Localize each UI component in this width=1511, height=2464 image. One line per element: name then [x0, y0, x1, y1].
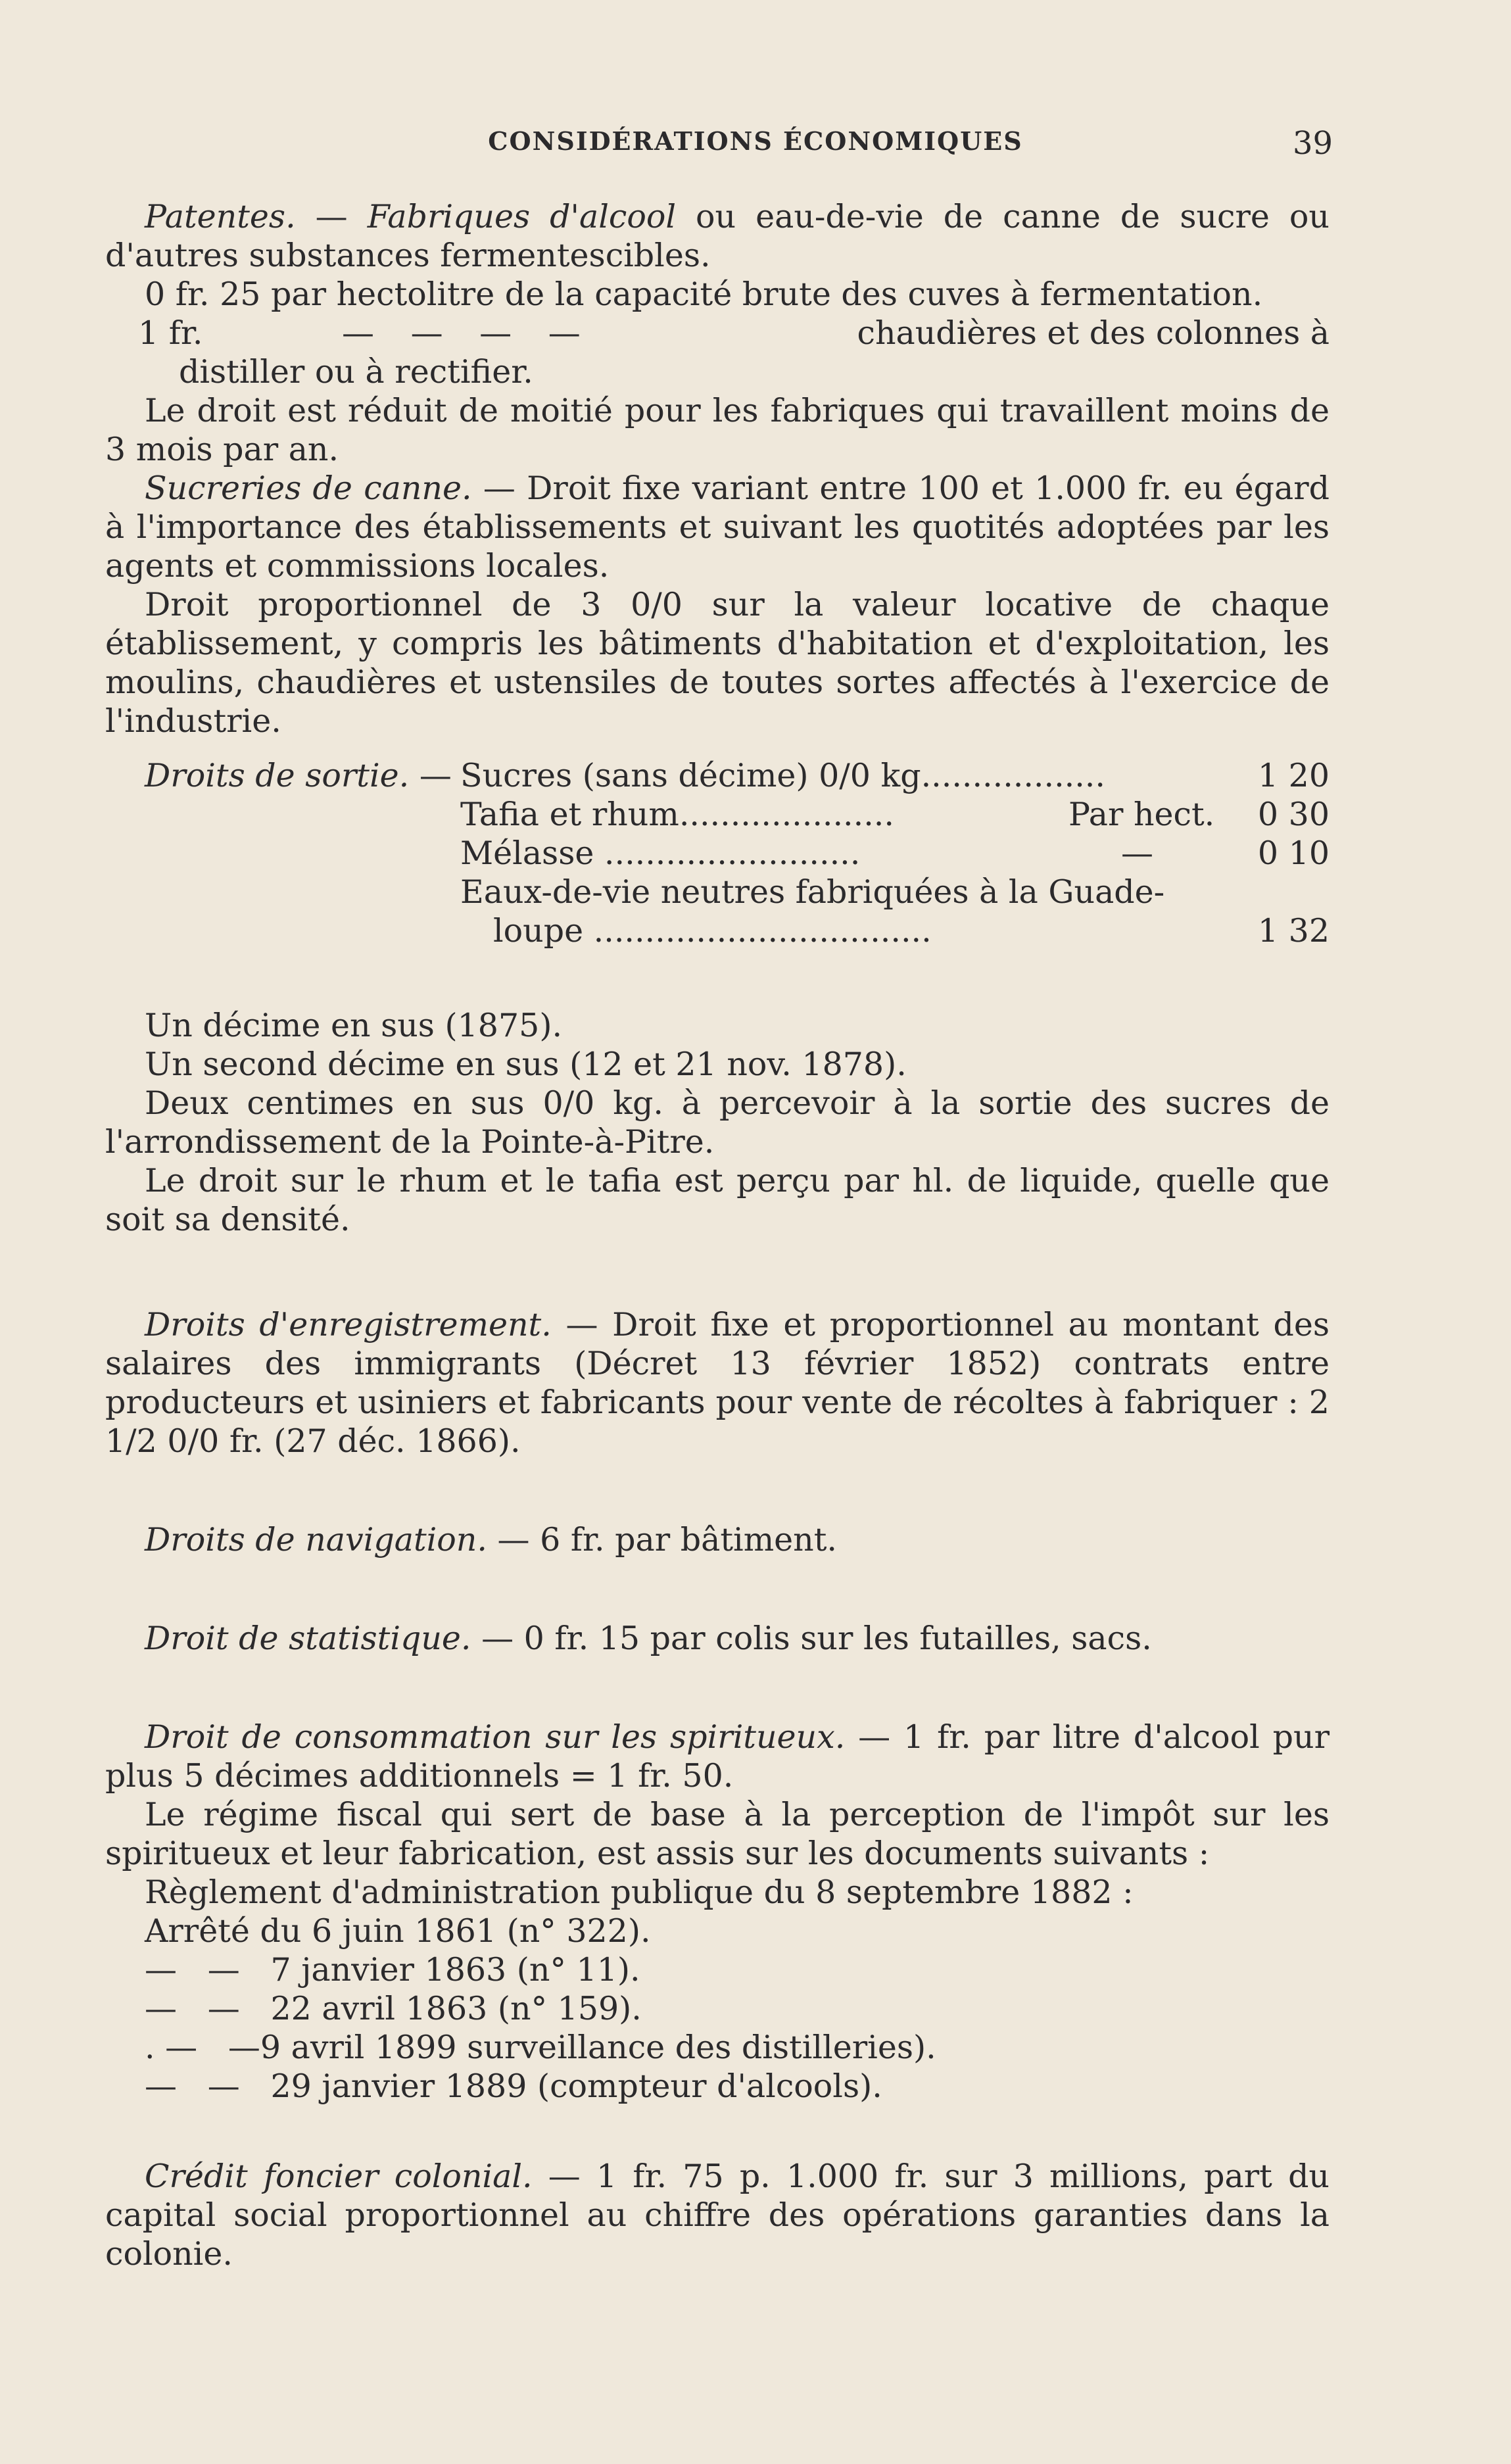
sortie-row: Droits de sortie. — Sucres (sans décime) 0/0 kg.................. 1 20 — [145, 757, 1330, 794]
document-line: . — —9 avril 1899 surveillance des distilleries). — [145, 2029, 936, 2066]
patentes-paragraph: Patentes. — Fabriques d'alcool ou eau-de-vie de canne de sucre ou d'autres substances fermentescibles. — [105, 198, 1330, 274]
sortie-row: Tafia et rhum..................... Par hect. 0 30 — [460, 796, 1330, 833]
proportionnel-paragraph: Droit proportionnel de 3 0/0 sur la valeur locative de chaque établissement, y compris les bâtiments d'habitation et d'exploitation, les moulins, chaudières et ustensiles de toutes sortes affectés à l'exercice de l'industrie. — [105, 586, 1330, 740]
rate-line-2-cont: distiller ou à rectifier. — [179, 353, 533, 391]
sortie-row: Eaux-de-vie neutres fabriquées à la Guade- — [460, 873, 1165, 911]
credit-label: Crédit foncier colonial. — [145, 2158, 533, 2195]
rate-line-2: 1 fr. — — — — chaudières et des colonnes à — [138, 314, 1330, 352]
document-line: — — 22 avril 1863 (n° 159). — [145, 1990, 642, 2027]
section-droits-sortie — [105, 756, 1330, 950]
decime-line: Un second décime en sus (12 et 21 nov. 1878). — [145, 1046, 907, 1083]
decime-line: Deux centimes en sus 0/0 kg. à percevoir à la sortie des sucres de l'arrondissement de la Pointe-à-Pitre. — [105, 1084, 1330, 1161]
sortie-row: loupe ................................. 1 32 — [493, 912, 1330, 950]
reduction-line: Le droit est réduit de moitié pour les fabriques qui travaillent moins de 3 mois par an. — [105, 392, 1330, 468]
running-header: CONSIDÉRATIONS ÉCONOMIQUES — [488, 126, 1023, 156]
sortie-label: Droits de sortie. — [145, 757, 410, 794]
enregistrement-label: Droits d'enregistrement. — [145, 1306, 552, 1343]
fabriques-label: Fabriques d'alcool — [367, 198, 676, 235]
section-decimes — [105, 1006, 1330, 1239]
page-number: 39 — [1293, 125, 1333, 162]
patentes-label: Patentes. — [145, 198, 296, 235]
sortie-row: Mélasse ......................... — 0 10 — [460, 834, 1330, 872]
sucreries-label: Sucreries de canne. — [145, 470, 472, 507]
section-patentes — [105, 197, 1330, 740]
section-statistique: Droit de statistique. — 0 fr. 15 par colis sur les futailles, sacs. — [145, 1620, 1152, 1657]
section-navigation: Droits de navigation. — 6 fr. par bâtiment. — [145, 1521, 837, 1558]
consommation-label: Droit de consommation sur les spiritueux. — [145, 1718, 846, 1756]
document-line: — — 7 janvier 1863 (n° 11). — [145, 1951, 640, 1989]
decime-line: Un décime en sus (1875). — [145, 1007, 563, 1044]
decime-line: Le droit sur le rhum et le tafia est perçu par hl. de liquide, quelle que soit sa densité. — [105, 1162, 1330, 1238]
regime-paragraph: Le régime fiscal qui sert de base à la perception de l'impôt sur les spiritueux et leur fabrication, est assis sur les documents suivants : — [105, 1796, 1330, 1872]
rate-line-1: 0 fr. 25 par hectolitre de la capacité brute des cuves à fermentation. — [145, 276, 1263, 313]
navigation-label: Droits de navigation. — [145, 1521, 487, 1558]
section-credit: Crédit foncier colonial. — 1 fr. 75 p. 1.000 fr. sur 3 millions, part du capital social proportionnel au chiffre des opérations garanties dans la colonie. — [105, 2158, 1330, 2273]
statistique-label: Droit de statistique. — [145, 1620, 471, 1657]
section-consommation: Droit de consommation sur les spiritueux. — 1 fr. par litre d'alcool pur plus 5 décimes additionnels = 1 fr. 50. Le régime fiscal qui sert de base à la perception de l'impôt sur les spiritueux et leur fabrication, est assis sur les documents suivants : Règlement d'administration publique du 8 septembre 1882 : Arrêté du 6 juin 1861 (n° 322). — — 7 janvier 1863 (n° 11). — — 22 avril 1863 (n° 159). . — —9 avril 1899 surveillance des distilleries). — — 29 janvier 1889 (compteur d'alcools). — [105, 1718, 1330, 2105]
section-enregistrement: Droits d'enregistrement. — Droit fixe et proportionnel au montant des salaires des immigrants (Décret 13 février 1852) contrats entre producteurs et usiniers et fabricants pour vente de récoltes à fabriquer : 2 1/2 0/0 fr. (27 déc. 1866). — [105, 1306, 1330, 1460]
document-line: Arrêté du 6 juin 1861 (n° 322). — [145, 1912, 651, 1950]
sucreries-paragraph: Sucreries de canne. — Droit fixe variant entre 100 et 1.000 fr. eu égard à l'importance des établissements et suivant les quotités adoptées par les agents et commissions locales. — [105, 470, 1330, 585]
document-line: Règlement d'administration publique du 8 septembre 1882 : — [145, 1873, 1134, 1911]
document-line: — — 29 janvier 1889 (compteur d'alcools). — [145, 2067, 882, 2105]
